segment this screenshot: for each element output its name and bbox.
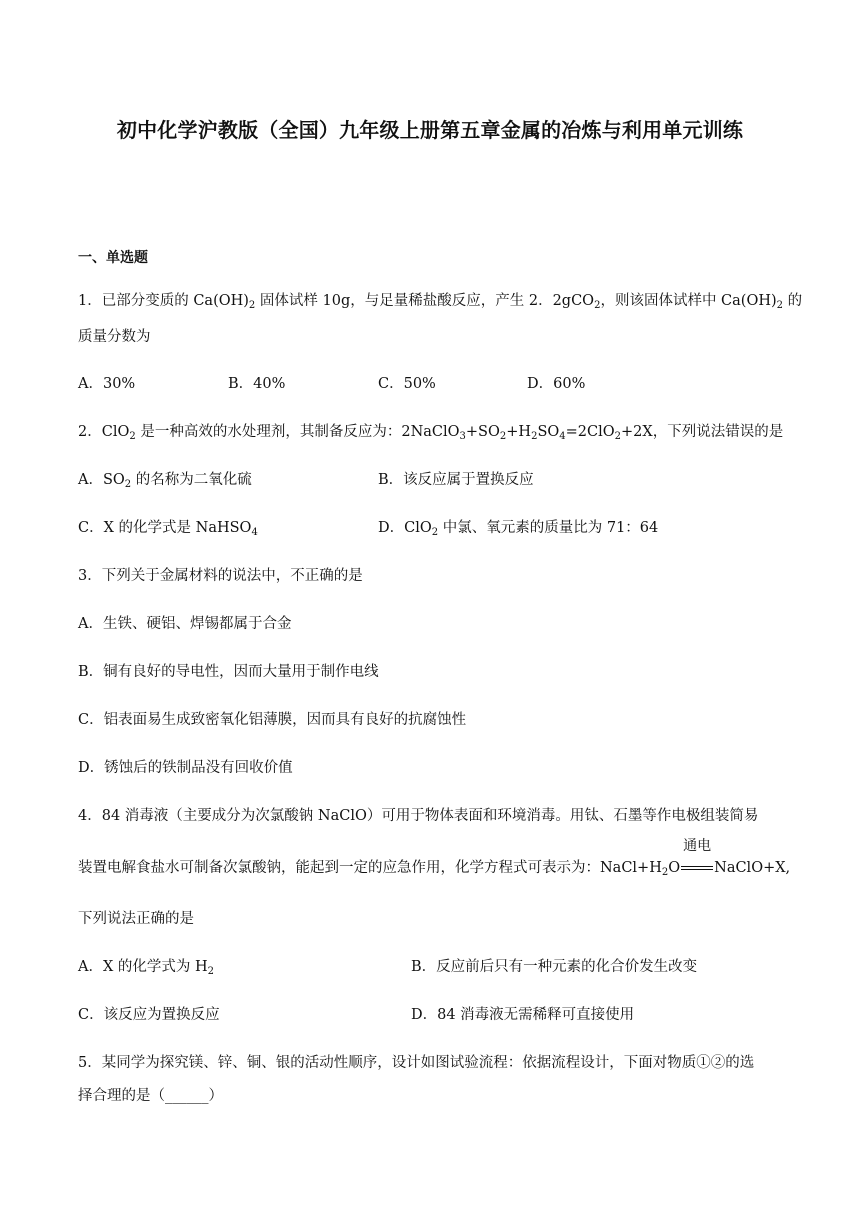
question-2-stem: 2．ClO$_2$ 是一种高效的水处理剂，其制备反应为：$2NaClO_3+SO_2+H_2SO_4=2ClO_2+2X$，下列说法错误的是 [78, 424, 784, 442]
question-1-option-c[interactable]: C．50% [378, 376, 436, 392]
section-heading: 一、单选题 [78, 250, 148, 266]
document-title: 初中化学沪教版（全国）九年级上册第五章金属的冶炼与利用单元训练 [116, 118, 744, 142]
question-2-option-b[interactable]: B．该反应属于置换反应 [378, 472, 534, 488]
question-4-option-b[interactable]: B．反应前后只有一种元素的化合价发生改变 [411, 959, 698, 975]
question-2-option-a[interactable]: A．$SO_2$ 的名称为二氧化硫 [78, 472, 252, 490]
question-1-option-d[interactable]: D．60% [527, 376, 586, 392]
question-1-stem-line2: 质量分数为 [78, 329, 151, 345]
question-4-stem-line1: 4．84 消毒液（主要成分为次氯酸钠 NaClO）可用于物体表面和环境消毒。用钛、石墨等作电极组装简易 [78, 808, 759, 824]
electrolysis-condition-sign: 通电 [680, 858, 714, 878]
question-3-stem: 3．下列关于金属材料的说法中，不正确的是 [78, 568, 363, 584]
question-2-option-d[interactable]: D．ClO$_2$ 中氯、氧元素的质量比为 71：64 [378, 520, 659, 538]
question-4-option-d[interactable]: D．84 消毒液无需稀释可直接使用 [411, 1007, 635, 1023]
question-1-option-b[interactable]: B．40% [228, 376, 286, 392]
question-4-stem-line3: 下列说法正确的是 [78, 911, 194, 927]
question-3-option-b[interactable]: B．铜有良好的导电性，因而大量用于制作电线 [78, 664, 379, 680]
question-4-option-a[interactable]: A．X 的化学式为 $H_2$ [78, 959, 215, 977]
question-3-option-c[interactable]: C．铝表面易生成致密氧化铝薄膜，因而具有良好的抗腐蚀性 [78, 712, 467, 728]
question-5-stem-line2: 择合理的是（______） [78, 1088, 223, 1104]
question-5-stem-line1: 5．某同学为探究镁、锌、铜、银的活动性顺序，设计如图试验流程：依据流程设计，下面对物质①②的选 [78, 1055, 755, 1071]
question-4-option-c[interactable]: C．该反应为置换反应 [78, 1007, 220, 1023]
question-3-option-d[interactable]: D．锈蚀后的铁制品没有回收价值 [78, 760, 293, 776]
question-1-stem: 1．已部分变质的 $Ca(OH)_2$ 固体试样 10g，与足量稀盐酸反应，产生 2．2gCO$_2$，则该固体试样中 $Ca(OH)_2$ 的 [78, 293, 803, 311]
question-3-option-a[interactable]: A．生铁、硬铝、焊锡都属于合金 [78, 616, 292, 632]
question-2-option-c[interactable]: C．X 的化学式是 NaHSO$_4$ [78, 520, 258, 538]
question-4-stem-line2: 装置电解食盐水可制备次氯酸钠，能起到一定的应急作用，化学方程式可表示为：$NaCl+H_2O$ 通电 NaClO+X, [78, 838, 791, 878]
question-1-option-a[interactable]: A．30% [78, 376, 136, 392]
